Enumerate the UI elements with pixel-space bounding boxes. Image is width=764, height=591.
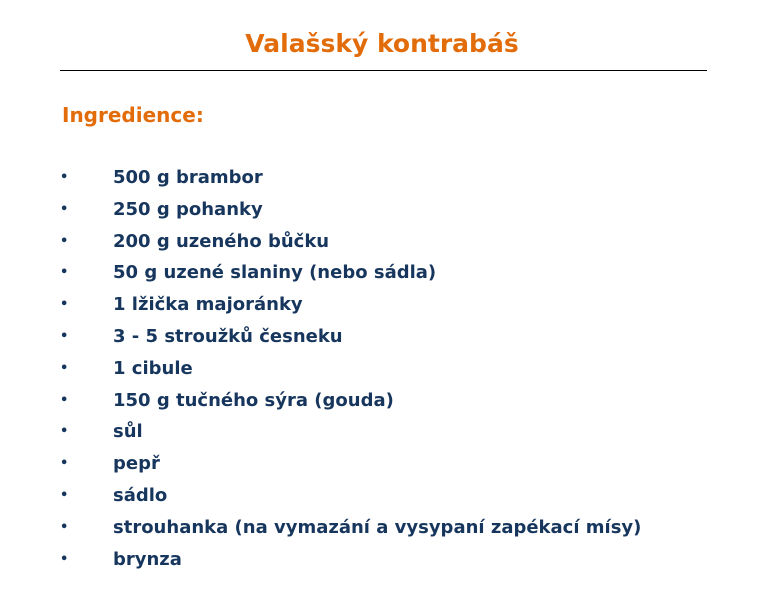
- ingredient-text: 150 g tučného sýra (gouda): [113, 389, 394, 411]
- ingredient-text: 1 cibule: [113, 357, 193, 379]
- ingredient-text: 500 g brambor: [113, 167, 263, 188]
- ingredient-text: brynza: [113, 548, 182, 570]
- page-title: Valašský kontrabáš: [245, 29, 519, 58]
- bullet-icon: •: [60, 456, 69, 472]
- bullet-icon: •: [60, 265, 69, 281]
- ingredient-text: 50 g uzené slaniny (nebo sádla): [113, 262, 437, 284]
- ingredient-text: 3 - 5 stroužků česneku: [113, 325, 343, 347]
- bullet-icon: •: [60, 297, 69, 313]
- ingredient-text: 250 g pohanky: [113, 198, 263, 220]
- ingredient-text: strouhanka (na vymazání a vysypaní zapékací mísy): [113, 516, 642, 538]
- ingredient-text: 200 g uzeného bůčku: [113, 230, 330, 252]
- title-divider: [60, 70, 707, 71]
- bullet-icon: •: [60, 360, 69, 376]
- bullet-icon: •: [60, 424, 69, 440]
- bullet-icon: •: [60, 519, 69, 535]
- bullet-icon: •: [60, 392, 69, 408]
- bullet-icon: •: [60, 551, 69, 567]
- ingredient-text: sádlo: [113, 484, 168, 506]
- ingredients-heading: Ingredience:: [62, 103, 204, 127]
- bullet-icon: •: [60, 328, 69, 344]
- bullet-icon: •: [60, 487, 69, 503]
- ingredient-text: pepř: [113, 453, 160, 475]
- bullet-icon: •: [60, 170, 69, 185]
- bullet-icon: •: [60, 201, 69, 217]
- ingredient-text: sůl: [113, 421, 143, 443]
- bullet-icon: •: [60, 233, 69, 249]
- ingredient-text: 1 lžička majoránky: [113, 294, 303, 316]
